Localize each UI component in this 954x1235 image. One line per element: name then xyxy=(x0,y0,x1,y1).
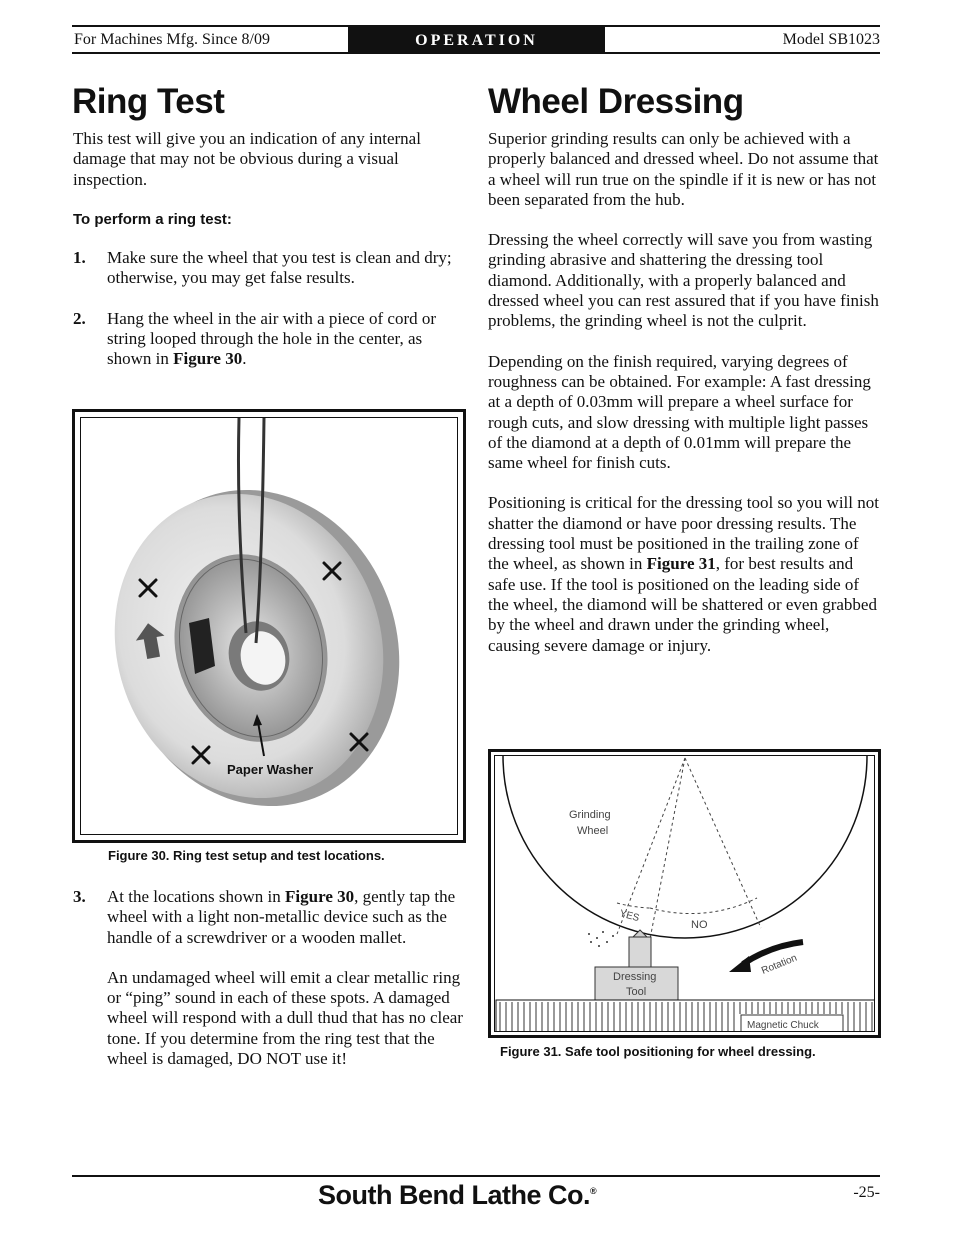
registered-mark: ® xyxy=(589,1186,597,1196)
step-number: 2. xyxy=(73,308,86,328)
figure-reference: Figure 30 xyxy=(173,349,243,369)
grinding-wheel-label-line1: Grinding xyxy=(569,809,611,821)
step-text-end: . xyxy=(242,349,247,369)
header-section-title: OPERATION xyxy=(348,27,605,52)
dressing-tool-label-line1: Dressing xyxy=(613,971,657,983)
paragraph-text: Positioning is critical for the dressing tool so you will not shatter the diamond or have poor dressing results. The dressing tool must be positioned in the trailing zone of the wheel, as shown in xyxy=(488,493,879,574)
wheel-dressing-paragraph-3: Depending on the finish required, varying degrees of roughness can be obtained. For example: A fast dressing at a depth of 0.03mm will prepare a wheel surface for rough cuts, and slow dressing with multiple light passes of the diamond at a depth of 0.01mm will prepare the same wheel for finish cuts. xyxy=(488,351,871,473)
footer-brand xyxy=(318,1180,596,1211)
dressing-tool-diamond xyxy=(629,937,651,967)
ring-test-column-continued xyxy=(73,887,465,1089)
brand-name: South Bend Lathe Co. xyxy=(318,1180,590,1210)
wheel-dressing-paragraph-1: Superior grinding results can only be achieved with a properly balanced and dressed wheel. Do not assume that a wheel will run true on the spindle if it is new or has not been separated from the hub. xyxy=(488,129,879,209)
header-left-text: For Machines Mfg. Since 8/09 xyxy=(74,31,270,48)
magnetic-chuck xyxy=(496,1000,875,1032)
figure-reference: Figure 30 xyxy=(285,887,355,906)
figure-30-caption: Figure 30. Ring test setup and test locations. xyxy=(108,848,385,863)
yes-zone-label: YES xyxy=(618,908,641,925)
header-rule-bottom xyxy=(72,52,880,54)
paper-washer-label: Paper Washer xyxy=(227,762,314,777)
figure-30 xyxy=(72,409,466,843)
grinding-wheel-label-line2: Wheel xyxy=(577,825,609,837)
ring-test-step-3-paragraph xyxy=(73,968,465,1069)
grinding-wheel-arc xyxy=(503,756,867,938)
ring-test-column xyxy=(73,129,465,390)
wheel-dressing-diagram xyxy=(495,756,875,1032)
footer-rule xyxy=(72,1175,880,1177)
step-text: Hang the wheel in the air with a piece of cord or string looped through the hole in the center, as shown in xyxy=(107,308,437,369)
page-number: -25- xyxy=(853,1184,880,1201)
wheel-dressing-title: Wheel Dressing xyxy=(488,82,744,121)
figure-31-caption: Figure 31. Safe tool positioning for wheel dressing. xyxy=(500,1044,816,1059)
sparks-icon xyxy=(588,931,614,947)
step-number: 3. xyxy=(73,887,86,906)
ring-test-title: Ring Test xyxy=(72,82,225,121)
step-text-end: , gently tap the wheel with a light non-metallic device such as the handle of a screwdriver or a wooden mallet. xyxy=(107,887,456,947)
no-zone-label: NO xyxy=(691,919,708,931)
ring-test-intro: This test will give you an indication of any internal damage that may not be obvious during a visual inspection. xyxy=(73,129,421,189)
ring-test-step-2 xyxy=(73,309,465,370)
dressing-tool-label-line2: Tool xyxy=(626,986,647,998)
figure-31 xyxy=(488,749,881,1038)
step-text: An undamaged wheel will emit a clear metallic ring or “ping” sound in each of these spots. A damaged wheel will respond with a dull thud that has no clear tone. If you determine from the ring test that the wheel is damaged, DO NOT use it! xyxy=(107,967,463,1069)
step-text: Make sure the wheel that you test is clean and dry; otherwise, you may get false results. xyxy=(107,248,452,288)
wheel-dressing-column xyxy=(488,129,881,676)
rotation-label: Rotation xyxy=(760,952,799,977)
ring-test-subheading: To perform a ring test: xyxy=(73,210,232,228)
figure-reference: Figure 31 xyxy=(646,554,716,574)
step-text: At the locations shown in xyxy=(107,887,286,906)
ring-test-step-3 xyxy=(73,887,465,948)
wheel-dressing-paragraph-2: Dressing the wheel correctly will save you from wasting grinding abrasive and shattering the dressing tool diamond. Additionally, with a properly balanced and dressed wheel you can rest assured that if you have finish problems, the grinding wheel is not the culprit. xyxy=(488,230,879,331)
paragraph-text-end: , for best results and safe use. If the tool is positioned on the leading side of the wheel, the diamond will be shattered or even grabbed by the wheel and drawn under the grinding wheel, causing severe damage or injury. xyxy=(488,554,877,655)
ring-test-photo xyxy=(81,418,458,835)
wheel-dressing-paragraph-4 xyxy=(488,493,881,655)
step-number: 1. xyxy=(73,248,86,268)
magnetic-chuck-label: Magnetic Chuck xyxy=(747,1020,819,1031)
header-model: Model SB1023 xyxy=(782,31,880,48)
ring-test-step-1 xyxy=(73,248,465,289)
